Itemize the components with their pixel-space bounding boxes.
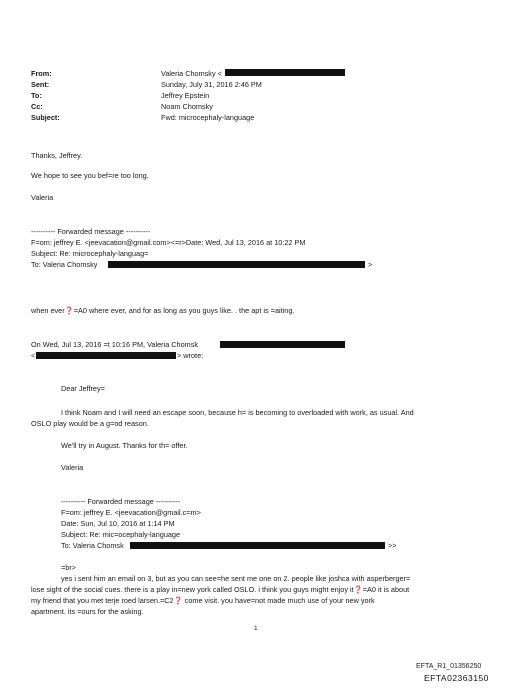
to-label: To: bbox=[31, 91, 42, 100]
forwarded2-to: To: Valeria Chomsk bbox=[61, 541, 124, 550]
forwarded2-divider: ---------- Forwarded message ---------- bbox=[61, 497, 181, 506]
quote-greeting: Dear Jeffrey= bbox=[61, 384, 105, 393]
footer-id-small: EFTA_R1_01356250 bbox=[416, 663, 482, 670]
quote-email-start: < bbox=[31, 351, 36, 360]
quote-wrote: > wrote: bbox=[177, 351, 204, 360]
redaction-bar bbox=[220, 341, 345, 348]
body-thanks: Thanks, Jeffrey. bbox=[31, 151, 83, 160]
quote-para1-line1: I think Noam and I will need an escape soon, because h= is becoming to overloaded with work, as usual. And bbox=[61, 408, 414, 417]
forwarded-from: F=om: jeffrey E. <jeevacation@gmail.com><=r>Date: Wed, Jul 13, 2016 at 10:22 PM bbox=[31, 238, 306, 247]
final-line4: apartment. its =ours for the asking. bbox=[31, 607, 144, 616]
redaction-bar bbox=[225, 69, 345, 76]
redaction-bar bbox=[108, 261, 365, 268]
forwarded2-to-tail: >> bbox=[388, 541, 397, 550]
cc-value: Noam Chomsky bbox=[161, 102, 213, 111]
forwarded-to: To: Valeria Chomsky bbox=[31, 260, 98, 269]
forwarded2-subject: Subject: Re: mic=ocephaly-language bbox=[61, 530, 181, 539]
subject-label: Subject: bbox=[31, 113, 60, 122]
forwarded2-from: F=om: jeffrey E. <jeevacation@gmail.c=m> bbox=[61, 508, 201, 517]
quote-para2: We'll try in August. Thanks for th= offer. bbox=[61, 441, 188, 450]
final-line1: yes i sent him an email on 3, but as you can see=he sent me one on 2. people like joshca with asperberger= bbox=[61, 574, 411, 583]
forwarded2-date: Date: Sun, Jul 10, 2016 at 1:14 PM bbox=[61, 519, 175, 528]
quote-para1-line2: OSLO play would be a g=od reason. bbox=[31, 419, 149, 428]
forwarded-to-tail: > bbox=[368, 260, 373, 269]
body-hope: We hope to see you bef=re too long. bbox=[31, 171, 149, 180]
forwarded-subject: Subject: Re: microcephaly-languag= bbox=[31, 249, 149, 258]
footer-id-large: EFTA02363150 bbox=[424, 673, 489, 683]
body-signature: Valeria bbox=[31, 193, 54, 202]
sent-value: Sunday, July 31, 2016 2:46 PM bbox=[161, 80, 262, 89]
page-number: 1 bbox=[254, 625, 258, 632]
final-br: =br> bbox=[61, 563, 77, 572]
from-label: From: bbox=[31, 69, 52, 78]
redaction-bar bbox=[130, 542, 385, 549]
reply-text: when ever❓=A0 where ever, and for as long as you guys like. . the apt is =aiting. bbox=[31, 306, 295, 315]
quote-signature: Valeria bbox=[61, 463, 84, 472]
quote-header: On Wed, Jul 13, 2016 =t 10:16 PM, Valeria Chomsk bbox=[31, 340, 199, 349]
cc-label: Cc: bbox=[31, 102, 43, 111]
sent-label: Sent: bbox=[31, 80, 50, 89]
final-line2: lose sight of the social cues. there is a play in=new york called OSLO. i think you guys might enjoy it❓=A0 it is about bbox=[31, 585, 410, 594]
redaction-bar bbox=[36, 352, 176, 359]
subject-value: Fwd: microcephaly-language bbox=[161, 113, 255, 122]
to-value: Jeffrey Epstein bbox=[161, 91, 210, 100]
final-line3: my friend that you met terje roed larsen.=C2❓ come visit. you have=not made much use of your new york bbox=[31, 596, 375, 605]
forwarded-divider: ---------- Forwarded message ---------- bbox=[31, 227, 151, 236]
from-value: Valeria Chomsky < bbox=[161, 69, 222, 78]
